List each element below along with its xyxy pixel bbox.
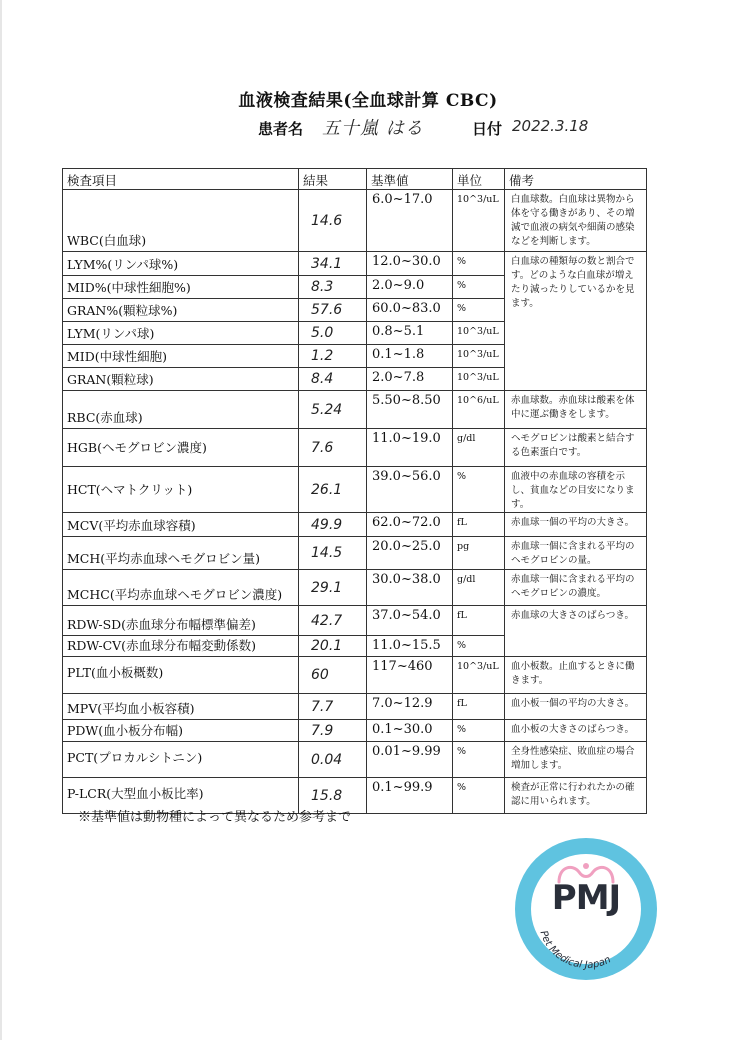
row-note: 検査が正常に行われたかの確認に用いられます。 [505, 778, 647, 814]
svg-text:Pet Medical Japan [538, 929, 613, 971]
row-unit: % [453, 467, 505, 513]
pmj-logo [515, 838, 657, 980]
table-row [63, 467, 647, 513]
row-item: RDW-CV(赤血球分布幅変動係数) [63, 636, 299, 657]
row-range: 5.50~8.50 [367, 391, 453, 429]
table-header-row [63, 169, 647, 190]
row-item: MCHC(平均赤血球ヘモグロビン濃度) [63, 570, 299, 606]
row-unit: 10^3/uL [453, 345, 505, 368]
table-row [63, 429, 647, 467]
row-unit: 10^3/uL [453, 322, 505, 345]
row-unit: % [453, 636, 505, 657]
row-result: 5.0 [299, 322, 367, 345]
header-range: 基準値 [367, 169, 453, 190]
row-unit: 10^3/uL [453, 368, 505, 391]
row-result: 42.7 [299, 606, 367, 636]
header-note: 備考 [505, 169, 647, 190]
table-row [63, 391, 647, 429]
row-unit: % [453, 742, 505, 778]
row-item: GRAN%(顆粒球%) [63, 299, 299, 322]
table-row [63, 606, 647, 636]
row-range: 0.1~1.8 [367, 345, 453, 368]
row-result: 5.24 [299, 391, 367, 429]
row-range: 62.0~72.0 [367, 513, 453, 537]
row-unit: fL [453, 606, 505, 636]
table-row [63, 537, 647, 570]
row-note: 赤血球一個の平均の大きさ。 [505, 513, 647, 537]
row-range: 0.01~9.99 [367, 742, 453, 778]
row-result: 0.04 [299, 742, 367, 778]
table-row [63, 190, 647, 252]
row-range: 30.0~38.0 [367, 570, 453, 606]
row-unit: g/dl [453, 429, 505, 467]
row-range: 0.8~5.1 [367, 322, 453, 345]
row-note: 血小板数。止血するときに働きます。 [505, 657, 647, 694]
row-range: 12.0~30.0 [367, 252, 453, 276]
row-note: 白血球の種類毎の数と割合です。どのような白血球が増えたり減ったりしているかを見ます。 [505, 252, 647, 391]
date-value: 2022.3.18 [512, 117, 589, 135]
row-note: 白血球数。白血球は異物から体を守る働きがあり、その増減で血液の病気や細菌の感染などを判断します。 [505, 190, 647, 252]
table-row [63, 694, 647, 720]
row-range: 117~460 [367, 657, 453, 694]
table-row [63, 252, 647, 276]
row-range: 6.0~17.0 [367, 190, 453, 252]
row-note: ヘモグロビンは酸素と結合する色素蛋白です。 [505, 429, 647, 467]
row-unit: % [453, 778, 505, 814]
row-result: 7.7 [299, 694, 367, 720]
row-result: 8.3 [299, 276, 367, 299]
row-item: GRAN(顆粒球) [63, 368, 299, 391]
row-result: 7.9 [299, 720, 367, 742]
row-item: MCH(平均赤血球ヘモグロビン量) [63, 537, 299, 570]
row-result: 57.6 [299, 299, 367, 322]
row-note: 血小板一個の平均の大きさ。 [505, 694, 647, 720]
row-range: 2.0~7.8 [367, 368, 453, 391]
row-item: PLT(血小板概数) [63, 657, 299, 694]
row-item: LYM%(リンパ球%) [63, 252, 299, 276]
patient-name: 五十嵐 はる [322, 118, 424, 139]
row-item: HGB(ヘモグロビン濃度) [63, 429, 299, 467]
row-result: 1.2 [299, 345, 367, 368]
row-note: 赤血球の大きさのばらつき。 [505, 606, 647, 657]
row-unit: % [453, 299, 505, 322]
row-range: 7.0~12.9 [367, 694, 453, 720]
row-item: PCT(プロカルシトニン) [63, 742, 299, 778]
row-range: 2.0~9.0 [367, 276, 453, 299]
header-item: 検査項目 [63, 169, 299, 190]
row-item: LYM(リンパ球) [63, 322, 299, 345]
table-row [63, 513, 647, 537]
row-unit: fL [453, 694, 505, 720]
row-result: 14.5 [299, 537, 367, 570]
date-label: 日付 [472, 120, 503, 138]
row-note: 血液中の赤血球の容積を示し、貧血などの目安になります。 [505, 467, 647, 513]
row-item: MID(中球性細胞) [63, 345, 299, 368]
row-result: 49.9 [299, 513, 367, 537]
row-unit: 10^6/uL [453, 391, 505, 429]
header-unit: 単位 [453, 169, 505, 190]
table-row [63, 720, 647, 742]
document-title: 血液検査結果(全血球計算 CBC) [238, 91, 498, 111]
row-note: 赤血球一個に含まれる平均のヘモグロビンの濃度。 [505, 570, 647, 606]
row-item: P-LCR(大型血小板比率) [63, 778, 299, 814]
row-result: 34.1 [299, 252, 367, 276]
logo-subtitle-arc [515, 838, 657, 980]
logo-subtitle: Pet Medical Japan [537, 929, 613, 972]
row-result: 20.1 [299, 636, 367, 657]
row-range: 0.1~99.9 [367, 778, 453, 814]
table-row [63, 657, 647, 694]
row-item: MPV(平均血小板容積) [63, 694, 299, 720]
row-unit: g/dl [453, 570, 505, 606]
row-result: 8.4 [299, 368, 367, 391]
row-result: 29.1 [299, 570, 367, 606]
row-item: RDW-SD(赤血球分布幅標準偏差) [63, 606, 299, 636]
row-note: 血小板の大きさのばらつき。 [505, 720, 647, 742]
row-range: 60.0~83.0 [367, 299, 453, 322]
row-range: 37.0~54.0 [367, 606, 453, 636]
row-range: 11.0~15.5 [367, 636, 453, 657]
row-item: MID%(中球性細胞%) [63, 276, 299, 299]
row-item: MCV(平均赤血球容積) [63, 513, 299, 537]
table-row [63, 742, 647, 778]
row-unit: 10^3/uL [453, 190, 505, 252]
row-item: PDW(血小板分布幅) [63, 720, 299, 742]
row-range: 20.0~25.0 [367, 537, 453, 570]
footnote: ※基準値は動物種によって異なるため参考まで [78, 810, 352, 825]
row-result: 7.6 [299, 429, 367, 467]
logo-brand: PMJ [551, 878, 621, 918]
row-result: 26.1 [299, 467, 367, 513]
row-item: HCT(ヘマトクリット) [63, 467, 299, 513]
row-result: 60 [299, 657, 367, 694]
table-row [63, 570, 647, 606]
row-result: 14.6 [299, 190, 367, 252]
row-range: 0.1~30.0 [367, 720, 453, 742]
row-range: 39.0~56.0 [367, 467, 453, 513]
patient-label: 患者名 [258, 120, 304, 138]
row-range: 11.0~19.0 [367, 429, 453, 467]
row-unit: pg [453, 537, 505, 570]
row-item: RBC(赤血球) [63, 391, 299, 429]
row-note: 赤血球数。赤血球は酸素を体中に運ぶ働きをします。 [505, 391, 647, 429]
row-item: WBC(白血球) [63, 190, 299, 252]
cbc-results-table [62, 168, 647, 814]
row-result: 15.8 [299, 778, 367, 814]
row-unit: % [453, 720, 505, 742]
header-result: 結果 [299, 169, 367, 190]
row-unit: fL [453, 513, 505, 537]
row-unit: % [453, 276, 505, 299]
row-note: 赤血球一個に含まれる平均のヘモグロビンの量。 [505, 537, 647, 570]
row-unit: 10^3/uL [453, 657, 505, 694]
row-unit: % [453, 252, 505, 276]
row-note: 全身性感染症、敗血症の場合増加します。 [505, 742, 647, 778]
